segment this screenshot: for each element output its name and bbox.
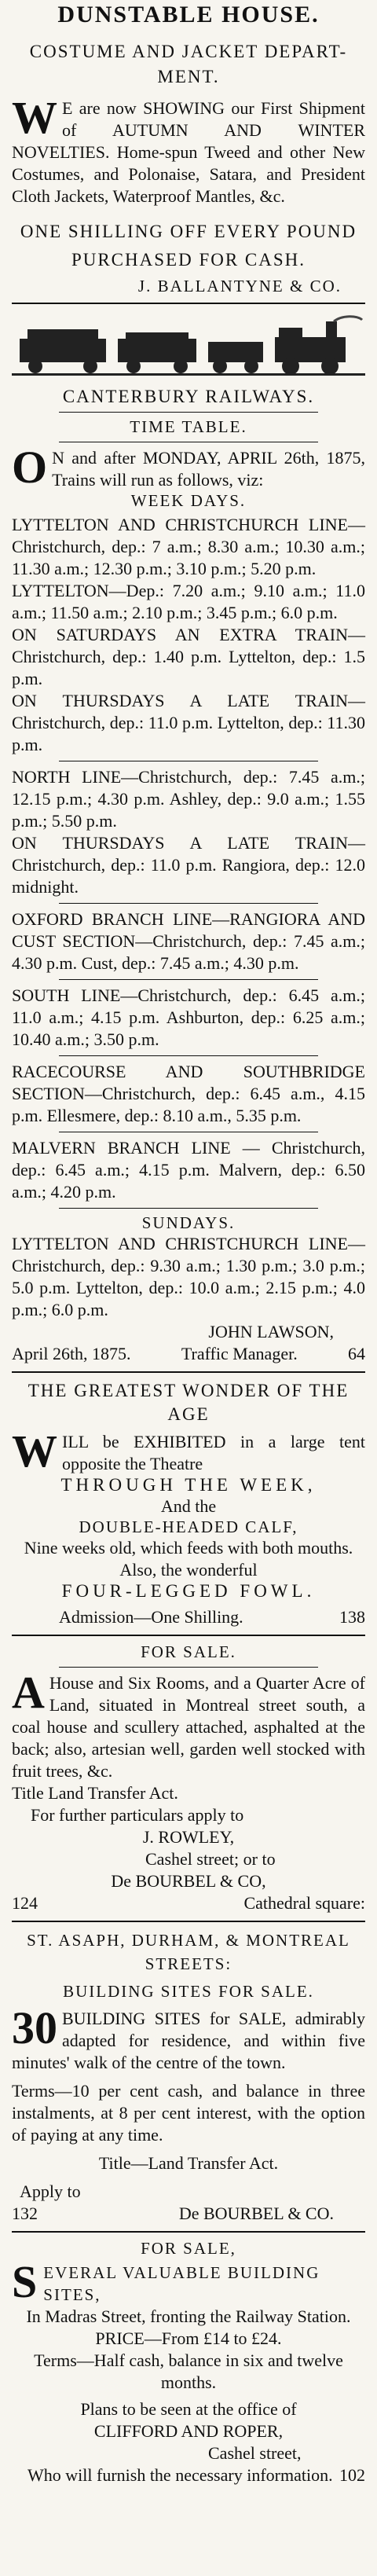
wonder-body-2: Nine weeks old, which feeds with both mouths. Also, the wonderful	[24, 1538, 353, 1580]
ad-heading: EVERAL VALUABLE BUILDING SITES,	[43, 2263, 320, 2304]
ad-number: 132	[12, 2204, 38, 2223]
agent-name: CLIFFORD AND ROPER,	[93, 2421, 284, 2441]
divider	[59, 1667, 318, 1668]
plans-text: Plans to be seen at the office of	[80, 2399, 297, 2419]
wonder-body: ILL be EXHIBITED in a large tent opposite the Theatre	[62, 1432, 365, 1473]
timetable-entry: ON THURSDAYS A LATE TRAIN—Christchurch, dep.: 11.0 p.m. Rangiora, dep.: 12.0 midnight.	[12, 833, 365, 897]
divider	[12, 303, 365, 304]
agent-name: De BOURBEL & CO.	[178, 2204, 334, 2223]
building-sites-ad	[12, 1928, 365, 2225]
ad-number: 124	[12, 1893, 38, 1913]
contact-address: Cathedral square:	[243, 1893, 365, 1913]
final-text: Who will furnish the necessary information.	[27, 2465, 333, 2485]
railways-title: CANTERBURY RAILWAYS.	[62, 387, 315, 406]
ad-title: FOR SALE,	[141, 2239, 236, 2258]
ad-date: April 26th, 1875.	[12, 1344, 131, 1363]
wonder-line-2: And the	[160, 1496, 217, 1516]
weekdays-heading: WEEK DAYS.	[130, 491, 247, 510]
apply-text: Apply to	[20, 2182, 81, 2201]
wonder-ad	[12, 1379, 365, 1628]
wonder-line-1: THROUGH THE WEEK,	[60, 1475, 317, 1495]
drop-cap: S	[12, 2256, 39, 2307]
ad-title: ST. ASAPH, DURHAM, & MONTREAL STREETS:	[27, 1931, 350, 1973]
newspaper-column	[12, 2, 365, 2486]
ad-number: 102	[339, 2465, 365, 2485]
divider	[12, 1635, 365, 1636]
timetable-entry: ON THURSDAYS A LATE TRAIN—Christchurch, dep.: 11.0 p.m. Lyttelton, dep.: 11.30 p.m.	[12, 691, 365, 754]
ad-body: BUILDING SITES for SALE, admirably adapted for residence, and within five minutes' walk of the centre of the town.	[12, 2009, 365, 2072]
location-text: In Madras Street, fronting the Railway Station.	[26, 2306, 351, 2326]
ad-number: 64	[347, 1344, 365, 1363]
timetable-entry: LYTTELTON AND CHRISTCHURCH LINE—Christchurch, dep.: 7 a.m.; 8.30 a.m.; 10.30 a.m.; 11.30 a.m.; 12.30 p.m.; 3.10 p.m.; 5.20 p.m.	[12, 515, 365, 578]
contact-name: De BOURBEL & CO,	[111, 1871, 266, 1891]
signer-role: Traffic Manager.	[181, 1344, 298, 1363]
title-act: Title Land Transfer Act.	[12, 1783, 178, 1803]
timetable-entry: LYTTELTON AND CHRISTCHURCH LINE—Christchurch, dep.: 9.30 a.m.; 1.30 p.m.; 3.0 p.m.; 5.0 p.m. Lyttelton, dep.: 10.0 a.m.; 2.15 p.m.; 4.0 p.m.; 6.0 p.m.	[12, 1234, 365, 1319]
railways-ad	[12, 310, 365, 1365]
ad-number: 138	[339, 1607, 365, 1627]
timetable-entry: OXFORD BRANCH LINE—RANGIORA AND CUST SECTION—Christchurch, dep.: 7.45 a.m.; 4.30 p.m. Cust, dep.: 7.45 a.m.; 4.30 p.m.	[12, 909, 365, 973]
for-sale-ad	[12, 1642, 365, 1914]
divider	[59, 979, 318, 980]
admission-price: Admission—One Shilling.	[59, 1607, 243, 1627]
timetable-entry: ON SATURDAYS AN EXTRA TRAIN—Christchurch, dep.: 1.40 p.m. Lyttelton, dep.: 1.5 p.m.	[12, 625, 365, 688]
dunstable-ad	[12, 2, 365, 296]
ad-body: House and Six Rooms, and a Quarter Acre of Land, situated in Montreal street south, a coal house and scullery attached, asphalted at the back; also, artesian well, garden well stocked with fruit trees, &c.	[12, 1673, 365, 1781]
divider	[12, 1371, 365, 1373]
timetable-entry: MALVERN BRANCH LINE — Christchurch, dep.: 6.45 a.m.; 4.15 p.m. Malvern, dep.: 6.50 a.m.; 4.20 p.m.	[12, 1138, 365, 1202]
drop-cap: A	[12, 1667, 45, 1718]
price-text: PRICE—From £14 to £24.	[95, 2328, 282, 2348]
railways-intro: N and after MONDAY, APRIL 26th, 1875, Trains will run as follows, viz:	[52, 448, 365, 490]
terms-text: Terms—10 per cent cash, and balance in three instalments, at 8 per cent interest, with the option of paying at any time.	[12, 2081, 365, 2145]
timetable-entry: LYTTELTON—Dep.: 7.20 a.m.; 9.10 a.m.; 11.0 a.m.; 11.50 a.m.; 2.10 p.m.; 3.45 p.m.; 6.0 p.m.	[12, 581, 365, 622]
apply-text: For further particulars apply to	[31, 1805, 244, 1825]
ad-title: DUNSTABLE HOUSE.	[57, 2, 320, 28]
drop-cap: W	[12, 1426, 57, 1477]
ad-signature: J. BALLANTYNE & CO.	[137, 277, 342, 295]
ad-subtitle: COSTUME AND JACKET DEPART-MENT.	[29, 42, 348, 86]
contact-address: Cashel street; or to	[145, 1849, 276, 1869]
timetable-entry: RACECOURSE AND SOUTHBRIDGE SECTION—Christchurch, dep.: 6.45 a.m., 4.15 p.m. Ellesmere, dep.: 8.10 a.m., 5.35 p.m.	[12, 1062, 365, 1125]
train-engraving	[12, 315, 365, 378]
contact-name: J. ROWLEY,	[142, 1827, 235, 1847]
drop-cap: O	[12, 442, 48, 493]
divider	[59, 1055, 318, 1056]
drop-cap: W	[12, 92, 57, 143]
ad-subtitle: BUILDING SITES FOR SALE.	[63, 1982, 314, 2001]
signer-name: JOHN LAWSON,	[208, 1322, 334, 1341]
ad-body: E are now SHOWING our First Shipment of AUTUMN AND WINTER NOVELTIES. Home-spun Tweed and other New Costumes, and Polonaise, Satara, and President Cloth Jackets, Waterproof Mantles, &c.	[12, 98, 365, 206]
timetable-entry: SOUTH LINE—Christchurch, dep.: 6.45 a.m.; 11.0 a.m.; 4.15 p.m. Ashburton, dep.: 6.25 a.m.; 10.40 a.m.; 3.50 p.m.	[12, 985, 365, 1049]
title-act: Title—Land Transfer Act.	[98, 2153, 279, 2173]
divider	[12, 2231, 365, 2233]
ad-title: FOR SALE.	[141, 1642, 236, 1661]
railways-subtitle: TIME TABLE.	[130, 417, 247, 436]
timetable-entry: NORTH LINE—Christchurch, dep.: 7.45 a.m.; 12.15 p.m.; 4.30 p.m. Ashley, dep.: 9.0 a.m.; 1.55 p.m.; 5.50 p.m.	[12, 767, 365, 831]
divider	[12, 1921, 365, 1922]
wonder-line-4: FOUR-LEGGED FOWL.	[61, 1581, 316, 1601]
agent-address: Cashel street,	[208, 2443, 302, 2463]
for-sale-ad-2	[12, 2239, 365, 2486]
sundays-heading: SUNDAYS.	[141, 1213, 236, 1232]
divider	[59, 412, 318, 413]
wonder-line-3: DOUBLE-HEADED CALF,	[79, 1517, 298, 1536]
offer-line-1: ONE SHILLING OFF EVERY POUND	[20, 222, 357, 241]
offer-line-2: PURCHASED FOR CASH.	[71, 250, 306, 270]
divider	[59, 1208, 318, 1209]
divider	[59, 903, 318, 904]
terms-text: Terms—Half cash, balance in six and twelve months.	[34, 2350, 343, 2392]
drop-cap: 30	[12, 2002, 57, 2053]
wonder-title: THE GREATEST WONDER OF THE AGE	[27, 1381, 350, 1424]
